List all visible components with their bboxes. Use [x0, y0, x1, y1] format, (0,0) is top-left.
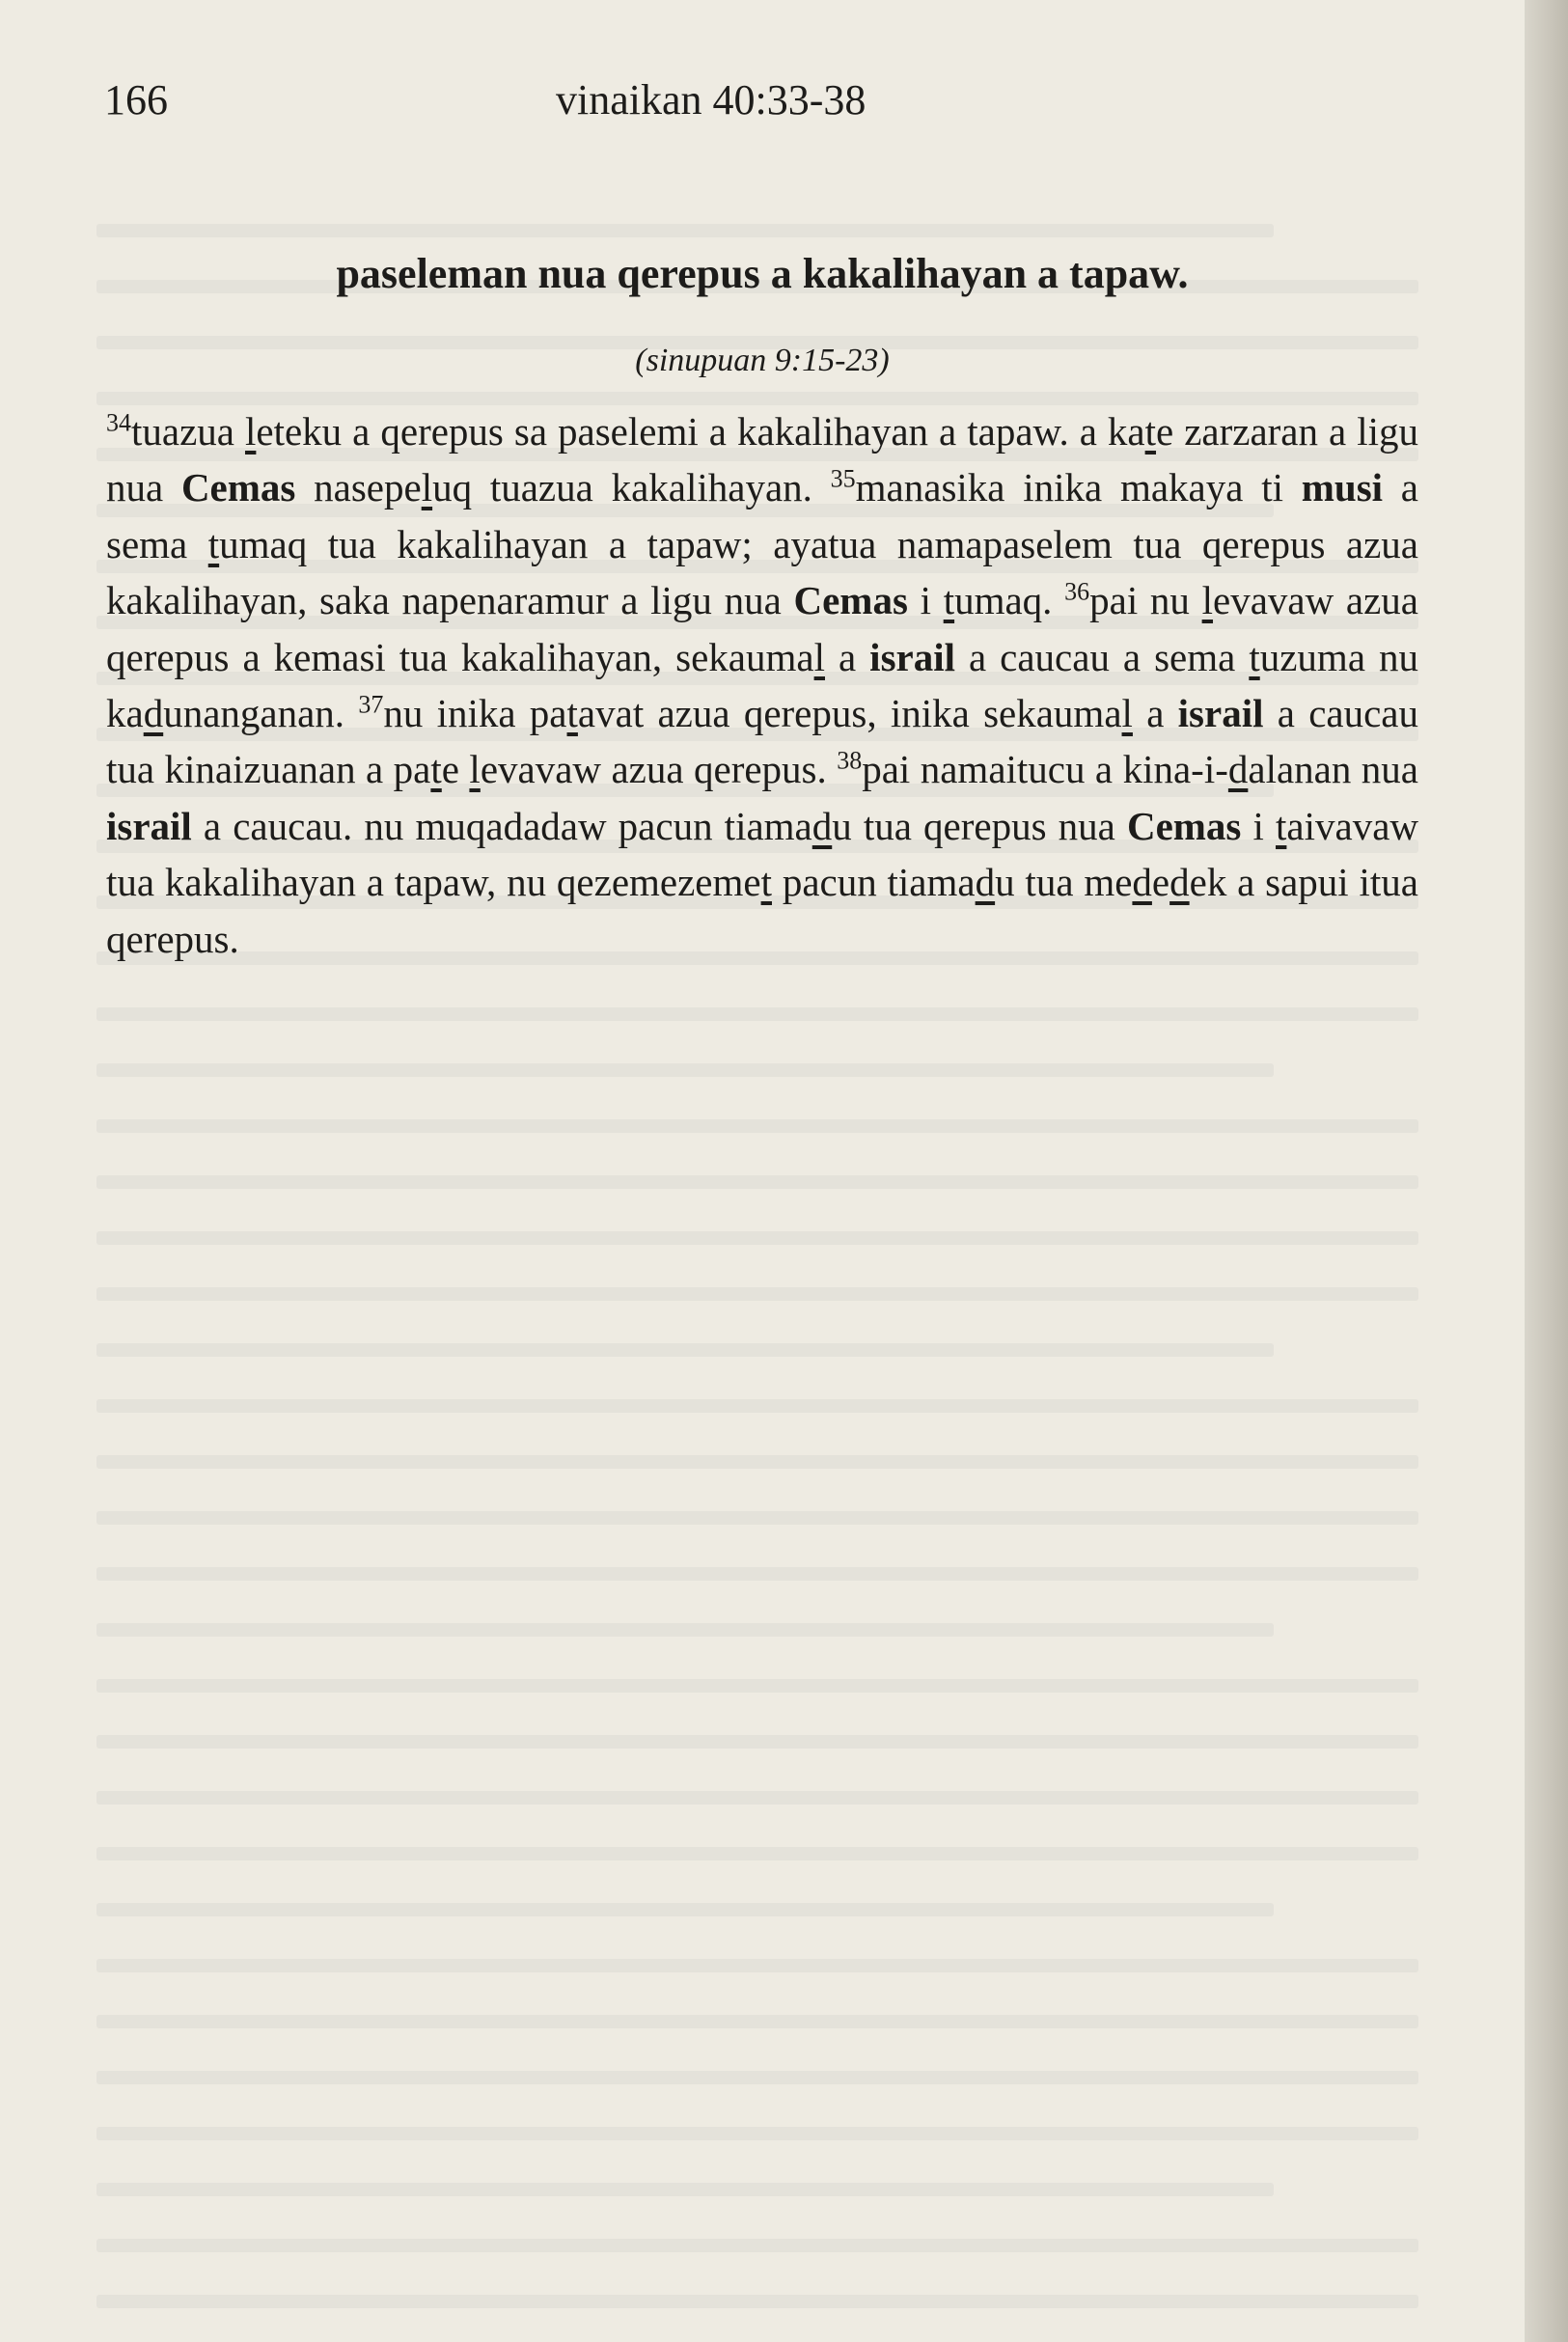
- verse-text: uq tuazua kakalihayan.: [432, 465, 831, 510]
- scripture-text: [106, 403, 1418, 967]
- ghost-line: [96, 2127, 1418, 2140]
- underlined-letter: d: [1132, 860, 1152, 905]
- verse-text: evavaw azua qerepus a kemasi tua kakalihayan, sekauma: [106, 578, 1419, 679]
- underlined-letter: t: [1144, 409, 1157, 454]
- underlined-letter: d: [143, 691, 164, 736]
- verse-text: avat azua qerepus, inika sekauma: [577, 691, 1122, 736]
- verse-number: 37: [358, 690, 384, 719]
- ghost-line: [96, 1119, 1418, 1133]
- ghost-line: [96, 1399, 1418, 1413]
- cross-reference: (sinupuan 9:15-23): [635, 343, 890, 378]
- verse-text: unanganan.: [163, 691, 359, 736]
- ghost-line: [96, 1511, 1418, 1525]
- underlined-letter: t: [1249, 634, 1260, 679]
- bold-name: musi: [1301, 465, 1384, 510]
- verse-text: e: [1151, 860, 1170, 905]
- ghost-line: [96, 2183, 1274, 2196]
- verse-text: tuazua: [131, 409, 245, 454]
- ghost-line: [96, 1007, 1418, 1021]
- underlined-letter: t: [943, 578, 955, 623]
- running-head-reference: vinaikan 40:33-38: [556, 76, 867, 124]
- underlined-letter: l: [813, 634, 825, 679]
- underlined-letter: t: [1276, 803, 1287, 848]
- bold-name: Cemas: [1126, 803, 1242, 848]
- verse-text: a: [825, 634, 870, 679]
- underlined-letter: l: [1201, 578, 1214, 623]
- verse-number: 34: [106, 408, 131, 437]
- ghost-line: [96, 1847, 1418, 1860]
- verse-text: pacun tiama: [772, 860, 976, 905]
- ghost-line: [96, 1567, 1418, 1581]
- verse-text: nasepe: [295, 465, 422, 510]
- ghost-line: [96, 224, 1274, 237]
- verse-number: 35: [830, 464, 856, 493]
- bold-name: israil: [106, 803, 192, 848]
- verse-text: i: [907, 578, 944, 623]
- verse-text: u tua qerepus nua: [832, 803, 1127, 848]
- section-heading: paseleman nua qerepus a kakalihayan a tapaw.: [336, 250, 1189, 297]
- underlined-letter: d: [812, 803, 833, 848]
- ghost-line: [96, 1175, 1418, 1189]
- ghost-line: [96, 1623, 1274, 1637]
- ghost-line: [96, 2239, 1418, 2252]
- bold-name: Cemas: [793, 578, 908, 623]
- ghost-line: [96, 1791, 1418, 1805]
- verse-text: pai namaitucu a kina-i-: [862, 747, 1228, 792]
- underlined-letter: d: [1227, 747, 1249, 792]
- verse-text: i: [1241, 803, 1276, 848]
- verse-text: a caucau a sema: [955, 634, 1250, 679]
- ghost-line: [96, 1679, 1418, 1693]
- ghost-line: [96, 1735, 1418, 1749]
- verse-text: a: [1132, 691, 1178, 736]
- ghost-line: [96, 2071, 1418, 2084]
- underlined-letter: d: [975, 860, 996, 905]
- underlined-letter: t: [566, 691, 578, 736]
- verse-text: nu inika pa: [383, 691, 567, 736]
- ghost-line: [96, 2015, 1418, 2028]
- verse-text: e zarzaran a ligu nua: [106, 409, 1418, 510]
- verse-text: u tua me: [995, 860, 1133, 905]
- verse-number: 38: [837, 746, 863, 775]
- verse-text: pai nu: [1089, 578, 1202, 623]
- underlined-letter: d: [1169, 860, 1190, 905]
- verse-text: a caucau tua kinaizuanan a pa: [106, 691, 1418, 792]
- ghost-line: [96, 1231, 1418, 1245]
- underlined-letter: l: [244, 409, 257, 454]
- ghost-line: [96, 1455, 1418, 1469]
- verse-paragraph: [106, 403, 1418, 967]
- verse-text: aivavaw tua kakalihayan a tapaw, nu qezemezeme: [106, 803, 1418, 905]
- underlined-letter: t: [430, 747, 442, 792]
- verse-number: 36: [1064, 577, 1090, 606]
- ghost-line: [96, 1287, 1418, 1301]
- verse-text: umaq.: [954, 578, 1065, 623]
- ghost-line: [96, 1903, 1274, 1916]
- verse-text: ek a sapui itua qerepus.: [106, 860, 1418, 961]
- ghost-line: [96, 1063, 1274, 1077]
- verse-text: e: [441, 747, 470, 792]
- page-edge: [1525, 0, 1568, 2342]
- verse-text: alanan nua: [1248, 747, 1418, 792]
- underlined-letter: t: [207, 521, 220, 566]
- verse-text: a caucau. nu muqadadaw pacun tiama: [191, 803, 812, 848]
- underlined-letter: l: [421, 465, 433, 510]
- ghost-line: [96, 1343, 1274, 1357]
- running-head: [104, 75, 1426, 143]
- verse-text: umaq tua kakalihayan a tapaw; ayatua namapaselem tua qerepus azua kakalihayan, saka napenaramur a ligu nua: [106, 521, 1418, 623]
- bold-name: Cemas: [180, 465, 296, 510]
- ghost-line: [96, 1959, 1418, 1972]
- bold-name: israil: [869, 634, 955, 679]
- verse-text: uzuma nu ka: [106, 634, 1419, 736]
- underlined-letter: l: [469, 747, 481, 792]
- verse-text: eteku a qerepus sa paselemi a kakalihayan a tapaw. a ka: [256, 409, 1145, 454]
- underlined-letter: t: [760, 860, 772, 905]
- page-number: 166: [104, 76, 168, 124]
- verse-text: a sema: [106, 465, 1418, 566]
- bold-name: israil: [1177, 691, 1264, 736]
- verse-text: evavaw azua qerepus.: [480, 747, 838, 792]
- ghost-line: [96, 2295, 1418, 2308]
- underlined-letter: l: [1121, 691, 1133, 736]
- verse-text: manasika inika makaya ti: [855, 465, 1302, 510]
